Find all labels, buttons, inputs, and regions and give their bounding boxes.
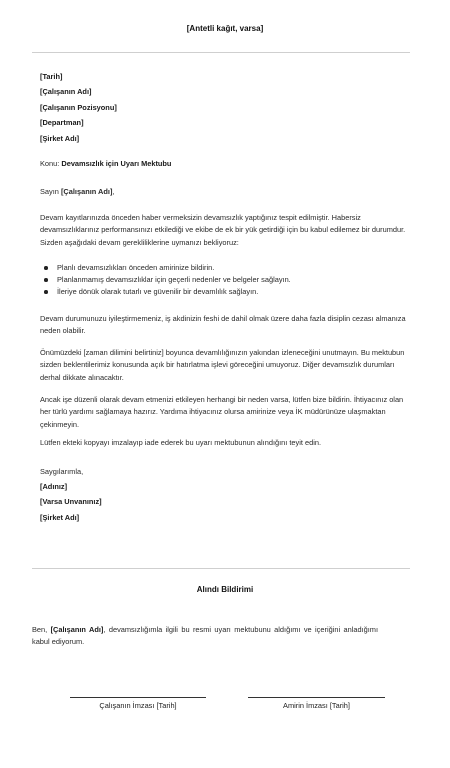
date-field: [Tarih] (40, 72, 63, 81)
subject-label: Konu: (40, 159, 62, 168)
section-divider (32, 568, 410, 569)
ack-employee-name: [Çalışanın Adı] (50, 625, 104, 634)
greeting-prefix: Sayın (40, 187, 61, 196)
paragraph-intro: Devam kayıtlarınızda önceden haber vermeksizin devamsızlık yaptığınız tespit edilmiştir. Habersiz devamsızlıklarınız performansınızı etkilediği ve ekibe de ek bir yük getirdiği için bu kabul edilemez bir durumdur. Sizden aşağıdaki devam gerekliliklerine uymanızı bekliyoruz: (40, 213, 406, 247)
sender-name: [Adınız] (40, 482, 68, 492)
department-field: [Departman] (40, 118, 84, 128)
sender-title: [Varsa Unvanınız] (40, 497, 102, 507)
requirements-list (40, 262, 415, 298)
closing-salutation: Saygılarımla, (40, 467, 84, 476)
subject-line (40, 158, 415, 170)
employee-position-field: [Çalışanın Pozisyonu] (40, 102, 117, 112)
supervisor-signature-line (248, 697, 385, 698)
paragraph-support: Ancak işe düzenli olarak devam etmenizi etkileyen herhangi bir neden varsa, lütfen bize bildirin. İhtiyacınız olan her türlü yardımı sağlamaya hazırız. Yardıma ihtiyacınız olursa amirinize veya İK müdürünüze ulaşmaktan çekinmeyin. (40, 395, 404, 429)
ack-prefix: Ben, (32, 625, 51, 634)
employee-signature-line (70, 697, 206, 698)
list-item: Planlı devamsızlıkları önceden amirinize bildirin. (40, 262, 415, 274)
header-divider (32, 52, 410, 53)
company-field: [Şirket Adı] (40, 133, 80, 143)
list-item: Planlanmamış devamsızlıklar için geçerli nedenler ve belgeler sağlayın. (40, 274, 415, 286)
ack-body: , devamsızlığımla ilgili bu resmi uyarı mektubunu aldığımı ve içeriğini anladığımı kabul ediyorum. (32, 625, 378, 647)
employee-name-field: [Çalışanın Adı] (40, 87, 92, 97)
greeting (40, 186, 415, 198)
list-item: İleriye dönük olarak tutarlı ve güvenilir bir devamlılık sağlayın. (40, 286, 415, 298)
closing-block (40, 464, 415, 525)
paragraph-confirmation: Lütfen ekteki kopyayı imzalayıp iade ederek bu uyarı mektubunun alındığını teyit edin. (40, 438, 322, 447)
greeting-suffix: , (112, 187, 115, 196)
subject-title: Devamsızlık için Uyarı Mektubu (61, 159, 172, 168)
letterhead: [Antetli kağıt, varsa] (186, 24, 264, 33)
supervisor-signature-label: Amirin İmzası [Tarih] (283, 701, 350, 710)
sender-company: [Şirket Adı] (40, 512, 80, 522)
paragraph-consequence: Devam durumunuzu iyileştirmemeniz, iş akdinizin feshi de dahil olmak üzere daha fazla disiplin cezası almanıza neden olabilir. (40, 314, 406, 336)
employee-signature-label: Çalışanın İmzası [Tarih] (99, 701, 177, 710)
acknowledgment-text (32, 624, 378, 649)
paragraph-monitoring: Önümüzdeki [zaman dilimini belirtiniz] boyunca devamlılığınızın yakından izleneceğini unutmayın. Bu mektubun sizden beklentilerimiz konusunda açık bir hatırlatma işlevi göreceğini umuyoruz. Diğer devamsızlık durumları derhal dikkate alınacaktır. (40, 348, 405, 382)
recipient-block (40, 69, 415, 146)
acknowledgment-title: Alındı Bildirimi (196, 585, 254, 594)
greeting-name: [Çalışanın Adı] (60, 187, 113, 196)
